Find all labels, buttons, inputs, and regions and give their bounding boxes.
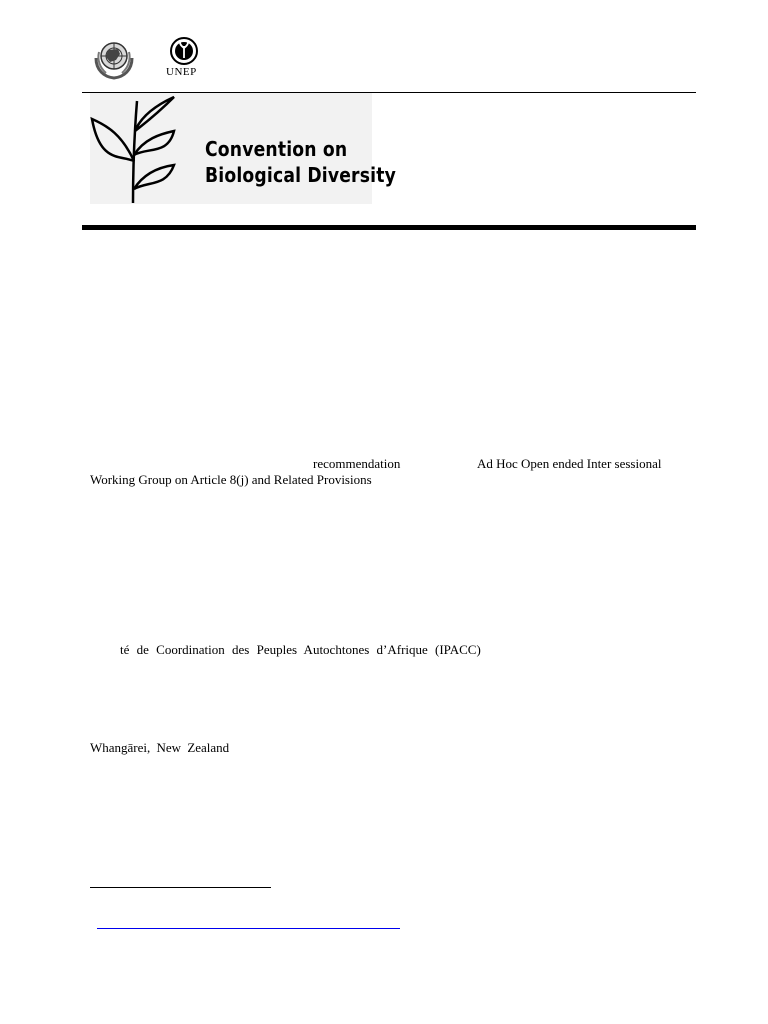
text-ad-hoc-group: Ad Hoc Open ended Inter sessional [477,456,662,471]
text-location: Whangārei, New Zealand [90,740,230,755]
unep-label: UNEP [166,66,197,78]
footnote-link[interactable] [97,928,400,929]
cbd-logo-title [205,136,396,188]
cbd-title-line-1: Convention on [205,137,348,161]
un-emblem-icon [90,36,138,80]
header-thick-divider [82,225,696,230]
cbd-plant-icon [90,93,180,204]
text-working-group: Working Group on Article 8(j) and Related Provisions [90,472,372,487]
footnote-separator [90,887,271,888]
text-recommendation: recommendation [313,456,401,471]
cbd-title-line-2: Biological Diversity [205,163,396,187]
unep-emblem-icon [166,36,202,66]
text-ipacc: té de Coordination des Peuples Autochtones d’Afrique (IPACC) [120,642,481,657]
